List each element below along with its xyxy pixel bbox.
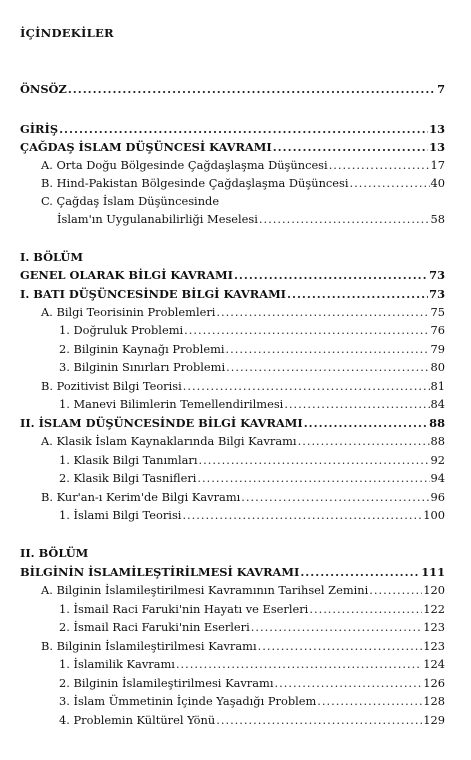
dot-leader [369, 581, 422, 599]
entry-label: GİRİŞ [20, 122, 59, 136]
part-heading-1: I. BÖLÜM [20, 250, 83, 264]
entry-page: 13 [429, 122, 445, 136]
entry-page: 96 [430, 490, 445, 504]
toc-entry-genel-bilgi[interactable] [20, 266, 445, 284]
entry-page: 123 [423, 639, 445, 653]
entry-label: 1. Manevi Bilimlerin Temellendirilmesi [59, 397, 284, 411]
dot-leader [298, 432, 430, 450]
dot-leader [284, 395, 429, 413]
dot-leader [226, 358, 429, 376]
dot-leader [184, 321, 429, 339]
entry-label: 3. Bilginin Sınırları Problemi [59, 360, 226, 374]
entry-label: 1. Klasik Bilgi Tanımları [59, 453, 198, 467]
entry-label: GENEL OLARAK BİLGİ KAVRAMI [20, 268, 233, 282]
dot-leader [350, 174, 430, 192]
entry-page: 81 [430, 379, 445, 393]
entry-label: 1. İsmail Raci Faruki'nin Hayatı ve Eserleri [59, 602, 309, 616]
entry-label: 1. İslamilik Kavramı [59, 657, 175, 671]
entry-label: 3. İslam Ümmetinin İçinde Yaşadığı Problem [59, 694, 317, 708]
part-heading-2: II. BÖLÜM [20, 546, 89, 560]
toc-entry-orta-dogu[interactable] [41, 156, 445, 174]
dot-leader [182, 506, 422, 524]
dot-leader [226, 340, 430, 358]
toc-entry-ummet-problem[interactable] [59, 692, 445, 710]
toc-entry-uygulanabilirlik[interactable] [57, 210, 445, 228]
entry-page: 123 [423, 620, 445, 634]
entry-label: B. Kur'an-ı Kerim'de Bilgi Kavramı [41, 490, 241, 504]
toc-entry-sinirlar[interactable] [59, 358, 445, 376]
entry-label: 2. Bilginin İslamileştirilmesi Kavramı [59, 676, 274, 690]
dot-leader [287, 285, 428, 303]
toc-heading: İÇİNDEKİLER [20, 26, 114, 40]
toc-entry-islami-bilgi-teorisi[interactable] [59, 506, 445, 524]
entry-label: II. İSLAM DÜŞÜNCESİNDE BİLGİ KAVRAMI [20, 416, 303, 430]
entry-label: A. Orta Doğu Bölgesinde Çağdaşlaşma Düşüncesi [41, 158, 328, 172]
entry-page: 128 [423, 694, 445, 708]
dot-leader [216, 711, 422, 729]
entry-page: 122 [423, 602, 445, 616]
toc-entry-klasik-tasnifler[interactable] [59, 469, 445, 487]
dot-leader [304, 414, 428, 432]
entry-page: 40 [430, 176, 445, 190]
dot-leader [68, 80, 436, 98]
entry-page: 76 [430, 323, 445, 337]
entry-page: 92 [430, 453, 445, 467]
toc-entry-pozitivist[interactable] [41, 377, 445, 395]
entry-label: 2. Klasik Bilgi Tasnifleri [59, 471, 197, 485]
dot-leader [275, 674, 423, 692]
toc-entry-cagdas-islam-dusunce[interactable] [41, 192, 445, 210]
toc-entry-dogruluk[interactable] [59, 321, 445, 339]
dot-leader [176, 655, 422, 673]
toc-entry-islamilik[interactable] [59, 655, 445, 673]
entry-page: 7 [437, 82, 445, 96]
entry-page: 13 [429, 140, 445, 154]
dot-leader [317, 692, 422, 710]
entry-page: 111 [421, 565, 445, 579]
entry-label: 2. İsmail Raci Faruki'nin Eserleri [59, 620, 250, 634]
entry-page: 120 [423, 583, 445, 597]
toc-entry-kuran-bilgi[interactable] [41, 488, 445, 506]
toc-entry-bilginin-islamilestirilmesi[interactable] [59, 674, 445, 692]
entry-label: ÖNSÖZ [20, 82, 67, 96]
entry-label: C. Çağdaş İslam Düşüncesinde [41, 194, 220, 208]
entry-label: İslam'ın Uygulanabilirliği Meselesi [57, 212, 258, 226]
toc-entry-kulturel-yon[interactable] [59, 711, 445, 729]
entry-label: A. Bilgi Teorisinin Problemleri [41, 305, 216, 319]
dot-leader [273, 138, 428, 156]
dot-leader [259, 210, 430, 228]
entry-label: A. Klasik İslam Kaynaklarında Bilgi Kavramı [41, 434, 297, 448]
toc-entry-giris[interactable] [20, 120, 445, 138]
toc-entry-islamilestirme-kavrami[interactable] [41, 637, 445, 655]
entry-page: 73 [429, 268, 445, 282]
entry-label: 4. Problemin Kültürel Yönü [59, 713, 216, 727]
entry-page: 75 [430, 305, 445, 319]
entry-page: 79 [430, 342, 445, 356]
toc-entry-cagdas-islam[interactable] [20, 138, 445, 156]
entry-label: 2. Bilginin Kaynağı Problemi [59, 342, 225, 356]
entry-label: I. BATI DÜŞÜNCESİNDE BİLGİ KAVRAMI [20, 287, 287, 301]
toc-entry-klasik-tanimlar[interactable] [59, 451, 445, 469]
entry-label: ÇAĞDAŞ İSLAM DÜŞÜNCESİ KAVRAMI [20, 140, 272, 154]
dot-leader [329, 156, 430, 174]
toc-entry-islamilestirme[interactable] [20, 563, 445, 581]
entry-label: 1. İslami Bilgi Teorisi [59, 508, 182, 522]
dot-leader [309, 600, 422, 618]
toc-entry-bati-dusuncesi[interactable] [20, 285, 445, 303]
entry-page: 84 [430, 397, 445, 411]
dot-leader [300, 563, 420, 581]
toc-entry-tarihsel-zemin[interactable] [41, 581, 445, 599]
entry-page: 80 [430, 360, 445, 374]
entry-page: 94 [430, 471, 445, 485]
toc-entry-manevi-bilimler[interactable] [59, 395, 445, 413]
entry-page: 17 [430, 158, 445, 172]
toc-entry-islam-dusuncesi[interactable] [20, 414, 445, 432]
entry-page: 73 [429, 287, 445, 301]
entry-page: 129 [423, 713, 445, 727]
entry-page: 88 [429, 416, 445, 430]
entry-label: BİLGİNİN İSLAMİLEŞTİRİLMESİ KAVRAMI [20, 565, 300, 579]
dot-leader [251, 618, 423, 636]
toc-entry-faruki-hayati[interactable] [59, 600, 445, 618]
entry-label: B. Pozitivist Bilgi Teorisi [41, 379, 182, 393]
entry-page: 100 [423, 508, 445, 522]
toc-entry-bilgi-teorisi[interactable] [41, 303, 445, 321]
entry-page: 88 [430, 434, 445, 448]
dot-leader [241, 488, 429, 506]
toc-entry-klasik-kaynaklar[interactable] [41, 432, 445, 450]
dot-leader [59, 120, 428, 138]
entry-label: 1. Doğruluk Problemi [59, 323, 184, 337]
dot-leader [198, 451, 429, 469]
entry-page: 126 [423, 676, 445, 690]
dot-leader [258, 637, 423, 655]
entry-page: 124 [423, 657, 445, 671]
entry-page: 58 [430, 212, 445, 226]
toc-entry-hind-pakistan[interactable] [41, 174, 445, 192]
dot-leader [234, 266, 428, 284]
dot-leader [216, 303, 429, 321]
toc-entry-faruki-eserleri[interactable] [59, 618, 445, 636]
entry-label: B. Bilginin İslamileştirilmesi Kavramı [41, 639, 257, 653]
dot-leader [197, 469, 429, 487]
entry-label: A. Bilginin İslamileştirilmesi Kavramının Tarihsel Zemini [41, 583, 369, 597]
toc-entry-onsoz[interactable] [20, 80, 445, 98]
toc-entry-kaynak[interactable] [59, 340, 445, 358]
entry-label: B. Hind-Pakistan Bölgesinde Çağdaşlaşma Düşüncesi [41, 176, 349, 190]
dot-leader [183, 377, 430, 395]
